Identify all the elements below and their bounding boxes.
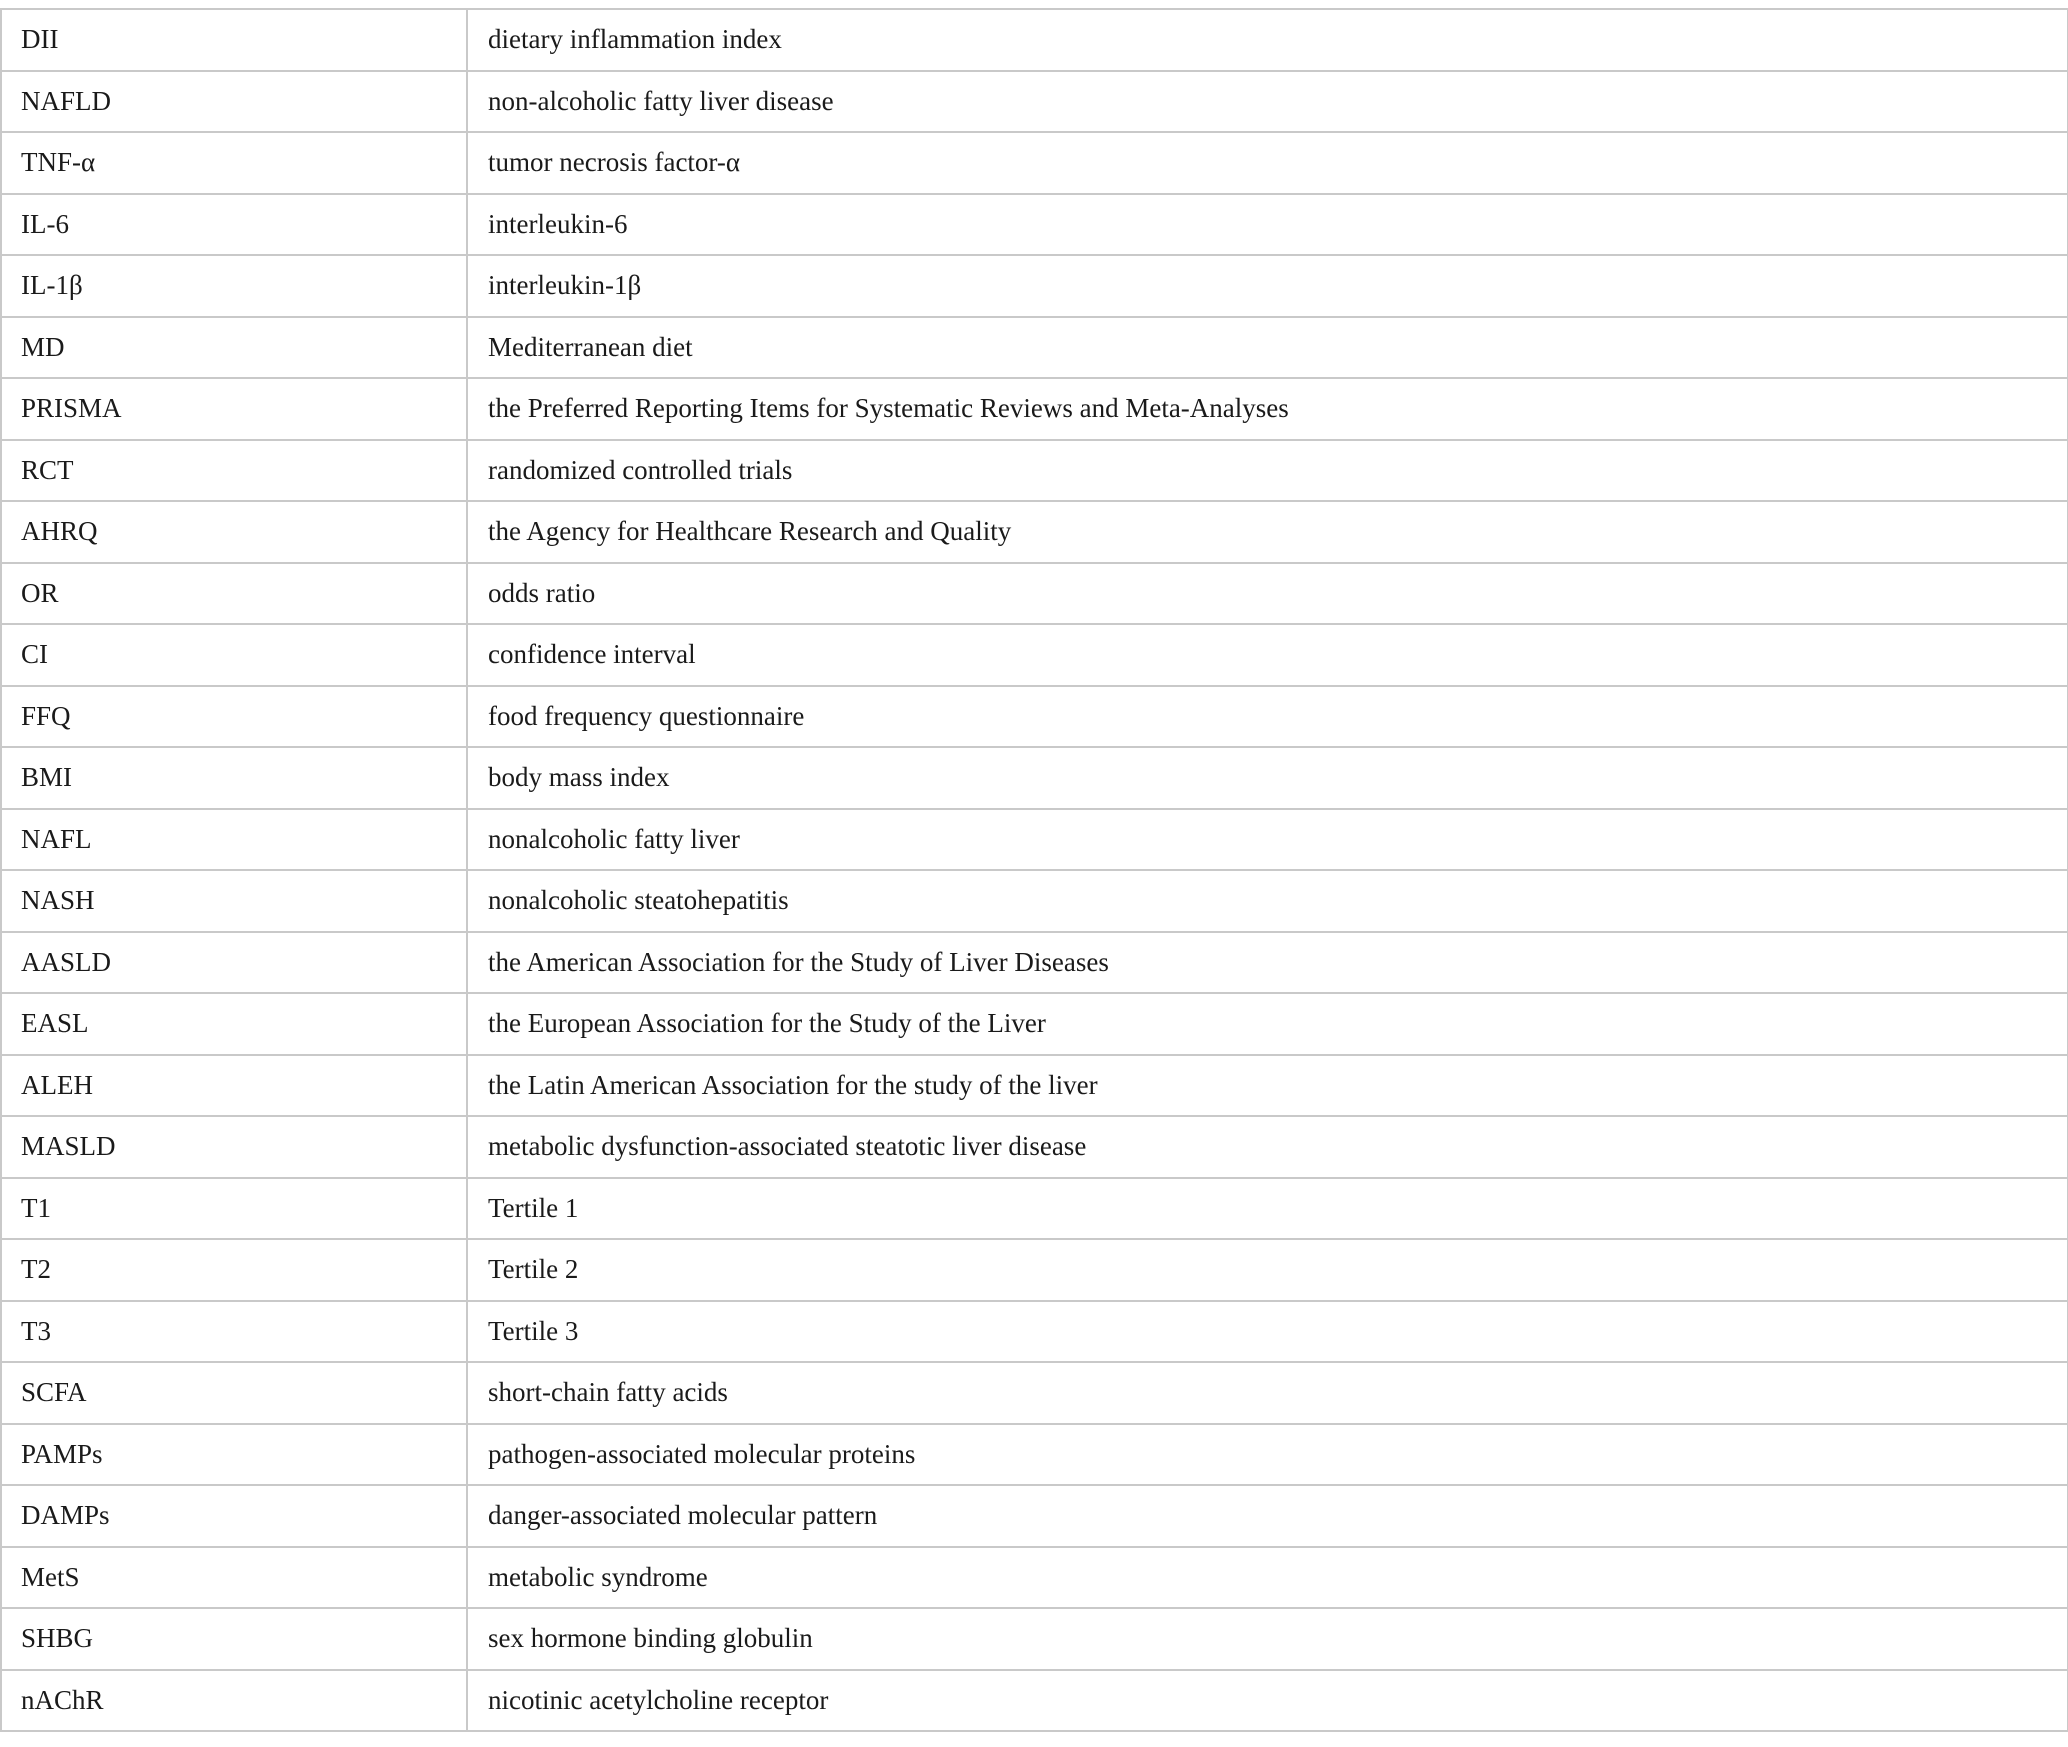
abbreviation-cell: PAMPs	[1, 1424, 467, 1486]
abbreviation-cell: FFQ	[1, 686, 467, 748]
definition-cell: the European Association for the Study of the Liver	[467, 993, 2068, 1055]
table-row	[1, 870, 2068, 932]
definition-cell: interleukin-1β	[467, 255, 2068, 317]
definition-cell: the Latin American Association for the study of the liver	[467, 1055, 2068, 1117]
definition-cell: the Preferred Reporting Items for Systematic Reviews and Meta-Analyses	[467, 378, 2068, 440]
abbreviation-cell: ALEH	[1, 1055, 467, 1117]
definition-cell: sex hormone binding globulin	[467, 1608, 2068, 1670]
definition-cell: confidence interval	[467, 624, 2068, 686]
abbreviation-cell: AASLD	[1, 932, 467, 994]
definition-cell: odds ratio	[467, 563, 2068, 625]
definition-cell: Mediterranean diet	[467, 317, 2068, 379]
definition-cell: interleukin-6	[467, 194, 2068, 256]
table-row	[1, 1485, 2068, 1547]
abbreviation-cell: AHRQ	[1, 501, 467, 563]
definition-cell: the Agency for Healthcare Research and Quality	[467, 501, 2068, 563]
table-row	[1, 686, 2068, 748]
definition-cell: non-alcoholic fatty liver disease	[467, 71, 2068, 133]
definition-cell: Tertile 1	[467, 1178, 2068, 1240]
abbreviation-cell: NAFLD	[1, 71, 467, 133]
abbreviation-cell: RCT	[1, 440, 467, 502]
table-row	[1, 624, 2068, 686]
abbreviation-cell: DII	[1, 9, 467, 71]
table-row	[1, 563, 2068, 625]
table-row	[1, 1116, 2068, 1178]
abbreviation-cell: OR	[1, 563, 467, 625]
table-row	[1, 132, 2068, 194]
table-row	[1, 1547, 2068, 1609]
table-row	[1, 1424, 2068, 1486]
table-row	[1, 1670, 2068, 1732]
table-row	[1, 809, 2068, 871]
definition-cell: food frequency questionnaire	[467, 686, 2068, 748]
definition-cell: nicotinic acetylcholine receptor	[467, 1670, 2068, 1732]
table-row	[1, 255, 2068, 317]
definition-cell: randomized controlled trials	[467, 440, 2068, 502]
definition-cell: nonalcoholic steatohepatitis	[467, 870, 2068, 932]
abbreviation-cell: MetS	[1, 1547, 467, 1609]
table-row	[1, 9, 2068, 71]
abbreviation-cell: MD	[1, 317, 467, 379]
abbreviation-cell: NASH	[1, 870, 467, 932]
abbreviation-cell: MASLD	[1, 1116, 467, 1178]
definition-cell: tumor necrosis factor-α	[467, 132, 2068, 194]
table-row	[1, 1055, 2068, 1117]
abbreviation-cell: CI	[1, 624, 467, 686]
definition-cell: pathogen-associated molecular proteins	[467, 1424, 2068, 1486]
table-row	[1, 1178, 2068, 1240]
table-row	[1, 71, 2068, 133]
definition-cell: danger-associated molecular pattern	[467, 1485, 2068, 1547]
abbreviation-cell: BMI	[1, 747, 467, 809]
table-row	[1, 378, 2068, 440]
table-row	[1, 747, 2068, 809]
abbreviation-cell: DAMPs	[1, 1485, 467, 1547]
table-row	[1, 932, 2068, 994]
abbreviation-cell: IL-6	[1, 194, 467, 256]
definition-cell: short-chain fatty acids	[467, 1362, 2068, 1424]
abbreviation-cell: nAChR	[1, 1670, 467, 1732]
definition-cell: Tertile 2	[467, 1239, 2068, 1301]
definition-cell: metabolic dysfunction-associated steatotic liver disease	[467, 1116, 2068, 1178]
definition-cell: dietary inflammation index	[467, 9, 2068, 71]
table-row	[1, 501, 2068, 563]
definition-cell: Tertile 3	[467, 1301, 2068, 1363]
table-row	[1, 993, 2068, 1055]
table-row	[1, 317, 2068, 379]
abbreviation-cell: SCFA	[1, 1362, 467, 1424]
table-row	[1, 194, 2068, 256]
table-row	[1, 1239, 2068, 1301]
definition-cell: nonalcoholic fatty liver	[467, 809, 2068, 871]
abbreviation-cell: NAFL	[1, 809, 467, 871]
abbreviation-cell: SHBG	[1, 1608, 467, 1670]
definition-cell: the American Association for the Study of Liver Diseases	[467, 932, 2068, 994]
definition-cell: metabolic syndrome	[467, 1547, 2068, 1609]
abbreviations-table	[0, 8, 2068, 1732]
abbreviation-cell: TNF-α	[1, 132, 467, 194]
abbreviation-cell: T2	[1, 1239, 467, 1301]
abbreviation-cell: EASL	[1, 993, 467, 1055]
table-row	[1, 1362, 2068, 1424]
abbreviation-cell: T3	[1, 1301, 467, 1363]
abbreviations-table-body	[1, 9, 2068, 1731]
table-row	[1, 1301, 2068, 1363]
abbreviation-cell: T1	[1, 1178, 467, 1240]
abbreviation-cell: PRISMA	[1, 378, 467, 440]
abbreviations-table-container	[0, 8, 2068, 1732]
definition-cell: body mass index	[467, 747, 2068, 809]
table-row	[1, 1608, 2068, 1670]
abbreviation-cell: IL-1β	[1, 255, 467, 317]
table-row	[1, 440, 2068, 502]
